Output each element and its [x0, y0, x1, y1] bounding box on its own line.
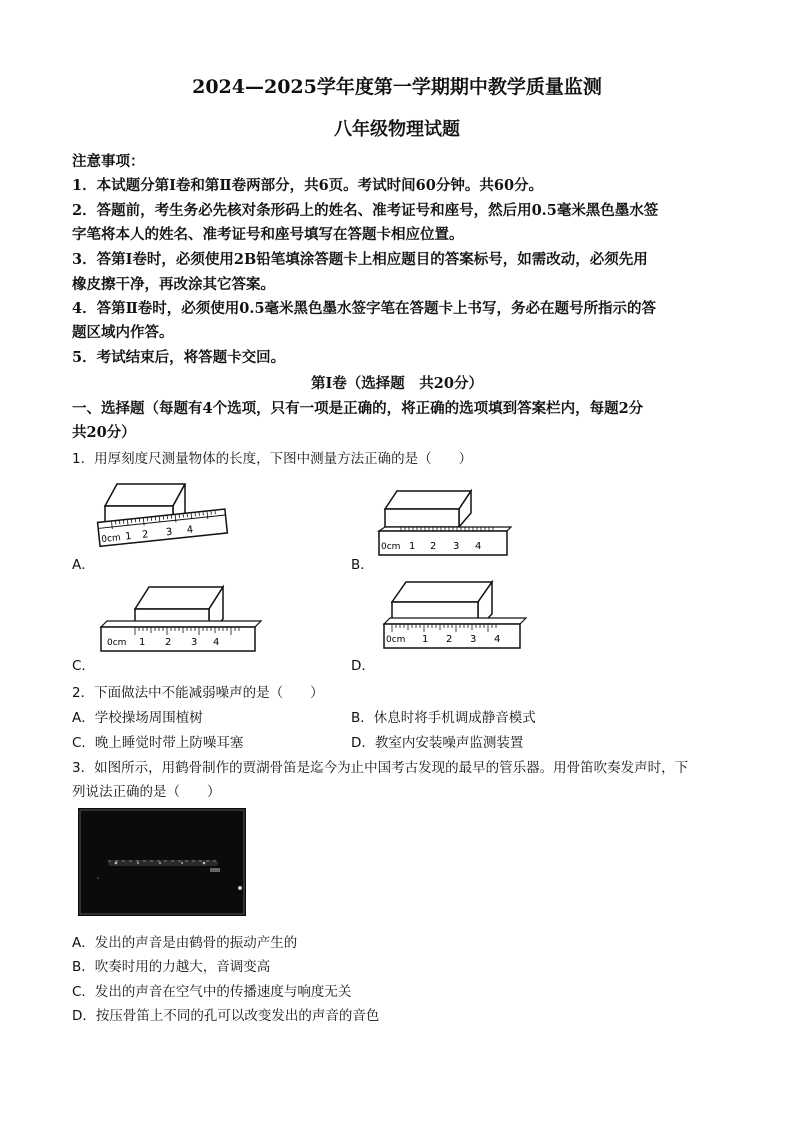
ruler-label: 0cm [100, 533, 122, 546]
ruler-label: 2 [430, 541, 437, 552]
ruler-label: 4 [213, 637, 220, 648]
ruler-label: 2 [141, 529, 150, 541]
ruler-label: 0cm [107, 638, 127, 648]
ruler-label: 3 [191, 637, 198, 648]
page-title: 2024—2025学年度第一学期期中教学质量监测 [192, 76, 602, 98]
note-line: 4．答第Ⅱ卷时，必须使用0.5毫米黑色墨水签字笔在答题卡上书写，务必在题号所指示的答 [72, 300, 657, 317]
ruler-figure-b [375, 487, 515, 563]
ruler-label: 4 [494, 634, 501, 645]
question-3-option-a: A．发出的声音是由鹤骨的振动产生的 [72, 935, 298, 951]
ruler-label: 4 [475, 541, 482, 552]
bone-flute-photo [78, 808, 246, 916]
ruler-label: 3 [470, 634, 477, 645]
question-1-option-b-label: B． [351, 557, 374, 573]
question-2-stem: 2．下面做法中不能减弱噪声的是（ ） [72, 685, 324, 701]
note-line: 字笔将本人的姓名、准考证号和座号填写在答题卡相应位置。 [72, 226, 464, 243]
ruler-label: 3 [453, 541, 460, 552]
ruler-label: 4 [186, 524, 194, 537]
notes-heading: 注意事项： [72, 153, 145, 170]
ruler-label: 1 [124, 531, 133, 543]
note-line: 1．本试题分第Ⅰ卷和第Ⅱ卷两部分，共6页。考试时间60分钟。共60分。 [72, 177, 544, 194]
section-instruction: 一、选择题（每题有4个选项，只有一项是正确的，将正确的选项填到答案栏内，每题2分 [72, 400, 644, 417]
question-3-stem: 列说法正确的是（ ） [72, 784, 221, 800]
note-line: 5．考试结束后，将答题卡交回。 [72, 349, 286, 366]
ruler-label: 2 [165, 637, 172, 648]
section-instruction: 共20分） [72, 424, 136, 441]
question-1-option-c-label: C． [72, 658, 95, 674]
ruler-figure-d [380, 578, 540, 658]
note-line: 橡皮擦干净，再改涂其它答案。 [72, 276, 275, 293]
ruler-label: 1 [409, 541, 416, 552]
question-1-stem: 1．用厚刻度尺测量物体的长度，下图中测量方法正确的是（ ） [72, 451, 473, 467]
question-2-option-b: B．休息时将手机调成静音模式 [351, 710, 536, 726]
ruler-label: 0cm [386, 635, 406, 645]
question-2-option-d: D．教室内安装噪声监测装置 [351, 735, 524, 751]
ruler-label: 1 [422, 634, 429, 645]
ruler-label: 0cm [381, 542, 401, 552]
ruler-label: 1 [139, 637, 146, 648]
question-2-option-c: C．晚上睡觉时带上防噪耳塞 [72, 735, 244, 751]
question-1-option-d-label: D． [351, 658, 375, 674]
section-title: 第Ⅰ卷（选择题 共20分） [311, 375, 483, 392]
note-line: 2．答题前，考生务必先核对条形码上的姓名、准考证号和座号，然后用0.5毫米黑色墨水签 [72, 202, 659, 219]
question-3-stem: 3．如图所示，用鹤骨制作的贾湖骨笛是迄今为止中国考古发现的最早的管乐器。用骨笛吹奏发声时，下 [72, 760, 689, 776]
note-line: 3．答第Ⅰ卷时，必须使用2B铅笔填涂答题卡上相应题目的答案标号，如需改动，必须先用 [72, 251, 648, 268]
ruler-label: 3 [165, 526, 173, 539]
note-line: 题区域内作答。 [72, 324, 174, 341]
ruler-figure-a [95, 478, 235, 558]
question-1-option-a-label: A． [72, 557, 95, 573]
question-3-option-c: C．发出的声音在空气中的传播速度与响度无关 [72, 984, 352, 1000]
ruler-figure-c [95, 583, 270, 661]
ruler-label: 2 [446, 634, 453, 645]
question-3-option-b: B．吹奏时用的力越大，音调变高 [72, 959, 271, 975]
page-subtitle: 八年级物理试题 [334, 119, 460, 140]
question-2-option-a: A．学校操场周围植树 [72, 710, 203, 726]
question-3-option-d: D．按压骨笛上不同的孔可以改变发出的声音的音色 [72, 1008, 380, 1024]
